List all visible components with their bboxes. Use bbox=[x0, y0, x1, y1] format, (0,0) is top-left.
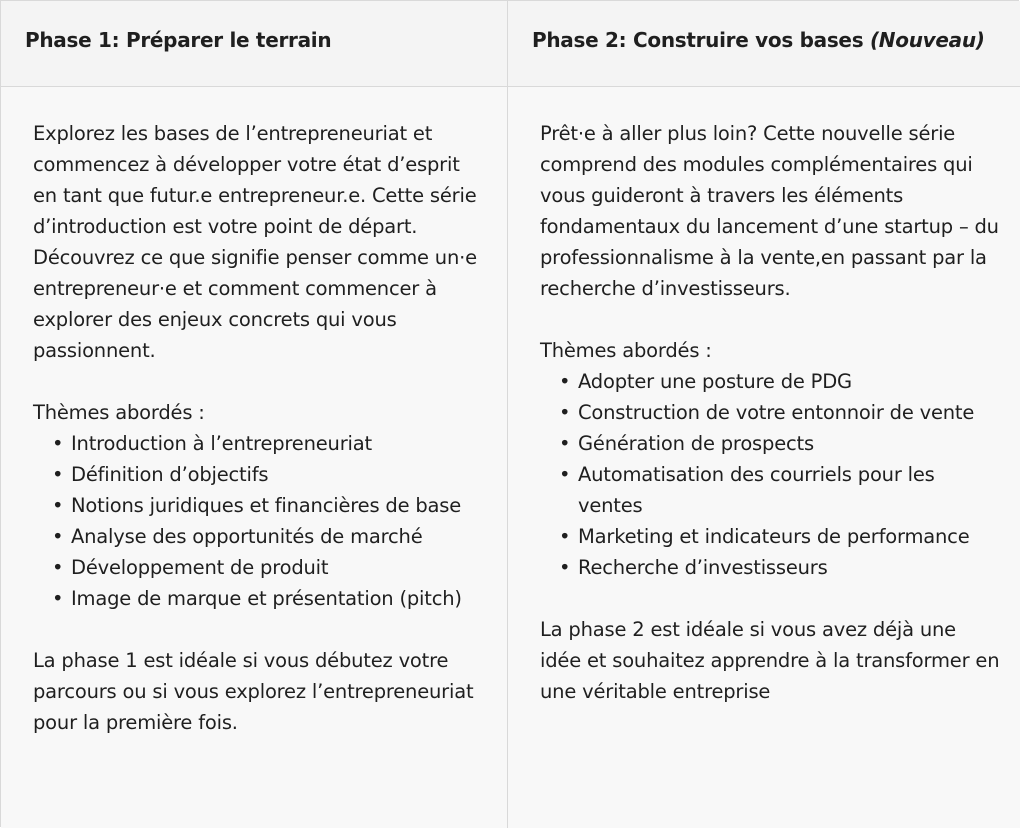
phase-1-topics-label: Thèmes abordés : bbox=[33, 401, 205, 424]
phase-1-body bbox=[1, 87, 508, 828]
phase-1-topics-list bbox=[33, 428, 487, 614]
phase-1-outro: La phase 1 est idéale si vous débutez votre parcours ou si vous explorez l’entrepreneuriat pour la première fois. bbox=[33, 649, 474, 734]
phase-1-intro: Explorez les bases de l’entrepreneuriat et commencez à développer votre état d’esprit en tant que futur.e entrepreneur.e. Cette série d’introduction est votre point de départ. Découvrez ce que signifie penser comme un·e entrepreneur·e et comment commencer à explorer des enjeux concrets qui vous passionnent. bbox=[33, 122, 477, 362]
phase-2-topics-label: Thèmes abordés : bbox=[540, 339, 712, 362]
list-item: • Image de marque et présentation (pitch) bbox=[71, 583, 487, 614]
list-item: • Construction de votre entonnoir de vente bbox=[578, 397, 1002, 428]
list-item: • Développement de produit bbox=[71, 552, 487, 583]
phase-2-title: Phase 2: Construire vos bases bbox=[532, 28, 870, 52]
list-item: • Marketing et indicateurs de performance bbox=[578, 521, 1002, 552]
list-item: • Définition d’objectifs bbox=[71, 459, 487, 490]
list-item: • Analyse des opportunités de marché bbox=[71, 521, 487, 552]
list-item: • Introduction à l’entrepreneuriat bbox=[71, 428, 487, 459]
phase-1-title: Phase 1: Préparer le terrain bbox=[25, 28, 332, 52]
phase-2-outro: La phase 2 est idéale si vous avez déjà une idée et souhaitez apprendre à la transformer en une véritable entreprise bbox=[540, 618, 1000, 703]
list-item: • Automatisation des courriels pour les ventes bbox=[578, 459, 1002, 521]
list-item: • Adopter une posture de PDG bbox=[578, 366, 1002, 397]
phase-2-intro: Prêt·e à aller plus loin? Cette nouvelle série comprend des modules complémentaires qui vous guideront à travers les éléments fondamentaux du lancement d’une startup – du professionnalisme à la vente,en passant par la recherche d’investisseurs. bbox=[540, 122, 999, 300]
phase-2-header bbox=[508, 1, 1020, 87]
list-item: • Notions juridiques et financières de base bbox=[71, 490, 487, 521]
list-item: • Recherche d’investisseurs bbox=[578, 552, 1002, 583]
phase-2-body bbox=[508, 87, 1020, 828]
phase-1-header bbox=[1, 1, 508, 87]
phase-2-topics-list bbox=[540, 366, 1002, 583]
phase-2-new-tag: (Nouveau) bbox=[869, 28, 985, 52]
list-item: • Génération de prospects bbox=[578, 428, 1002, 459]
